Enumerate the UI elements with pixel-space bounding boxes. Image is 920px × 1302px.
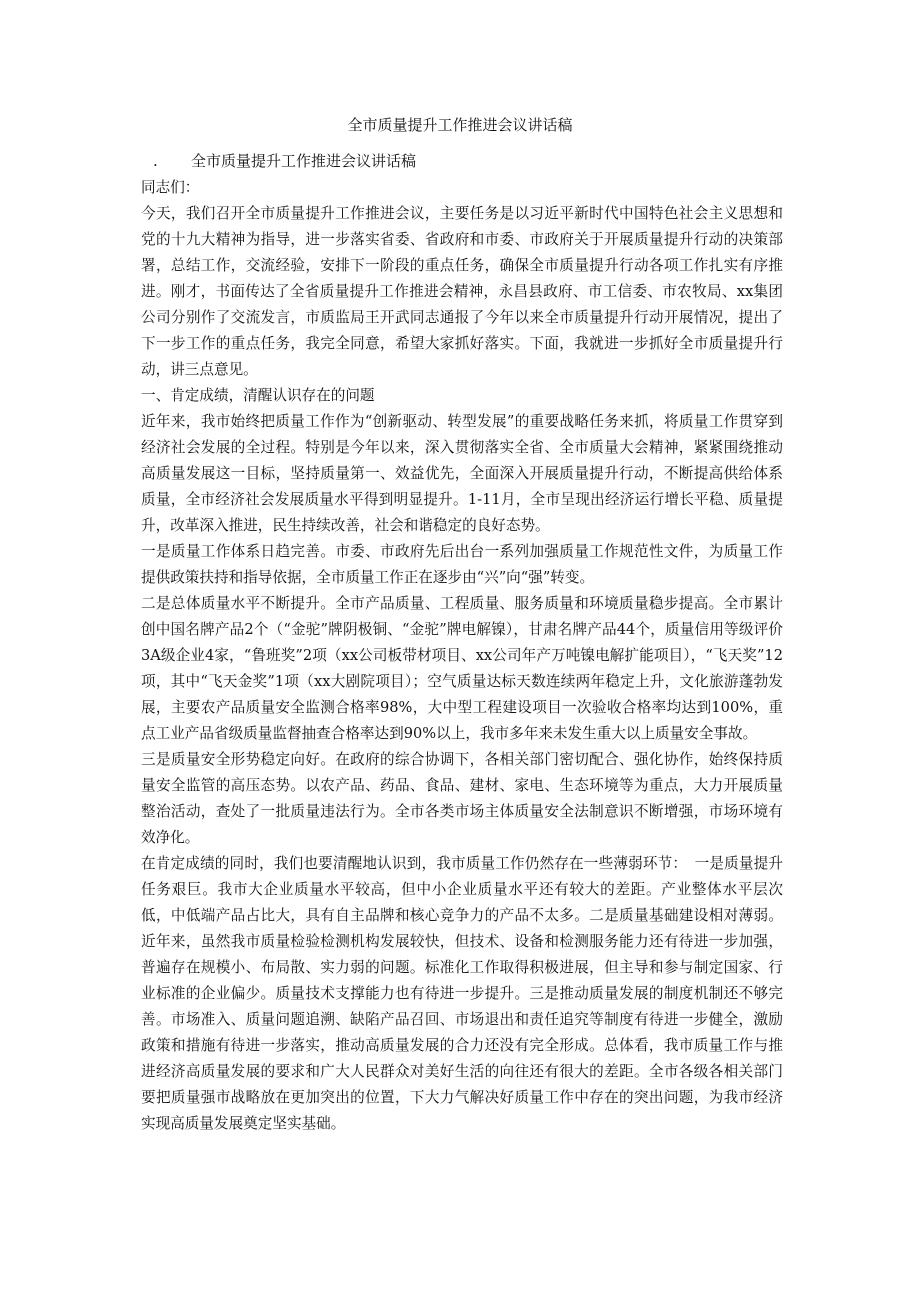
point-one-paragraph: 一是质量工作体系日趋完善。市委、市政府先后出台一系列加强质量工作规范性文件，为质量工作提供政策扶持和指导依据，全市质量工作正在逐步由“兴”向“强”转变。 [141, 543, 783, 586]
document-body [141, 175, 783, 1137]
salutation-paragraph: 同志们： [141, 179, 200, 196]
section-heading: 一、肯定成绩，清醒认识存在的问题 [141, 387, 375, 404]
achievements-paragraph: 近年来，我市始终把质量工作作为“创新驱动、转型发展”的重要战略任务来抓，将质量工作贯穿到经济社会发展的全过程。特别是今年以来，深入贯彻落实全省、全市质量大会精神，紧紧围绕推动高质量发展这一目标，坚持质量第一、效益优先，全面深入开展质量提升行动，不断提高供给体系质量，全市经济社会发展质量水平得到明显提升。1-11月，全市呈现出经济运行增长平稳、质量提升，改革深入推进，民生持续改善，社会和谐稳定的良好态势。 [141, 413, 783, 534]
subtitle-bullet: . [153, 152, 158, 170]
document-title: 全市质量提升工作推进会议讲话稿 [347, 116, 573, 134]
point-three-paragraph: 三是质量安全形势稳定向好。在政府的综合协调下，各相关部门密切配合、强化协作，始终保持质量安全监管的高压态势。以农产品、药品、食品、建材、家电、生态环境等为重点，大力开展质量整治活动，查处了一批质量违法行为。全市各类市场主体质量安全法制意识不断增强，市场环境有效净化。 [141, 751, 783, 846]
weaknesses-paragraph: 在肯定成绩的同时，我们也要清醒地认识到，我市质量工作仍然存在一些薄弱环节： 一是质量提升任务艰巨。我市大企业质量水平较高，但中小企业质量水平还有较大的差距。产业整体水平层次低，中低端产品占比大，具有自主品牌和核心竞争力的产品不太多。二是质量基础建设相对薄弱。近年来，虽然我市质量检验检测机构发展较快，但技术、设备和检测服务能力还有待进一步加强，普遍存在规模小、布局散、实力弱的问题。标准化工作取得积极进展，但主导和参与制定国家、行业标准的企业偏少。质量技术支撑能力也有待进一步提升。三是推动质量发展的制度机制还不够完善。市场准入、质量问题追溯、缺陷产品召回、市场退出和责任追究等制度有待进一步健全，激励政策和措施有待进一步落实，推动高质量发展的合力还没有完全形成。总体看，我市质量工作与推进经济高质量发展的要求和广大人民群众对美好生活的向往还有很大的差距。全市各级各相关部门要把质量强市战略放在更加突出的位置，下大力气解决好质量工作中存在的突出问题，为我市经济实现高质量发展奠定坚实基础。 [141, 855, 783, 1132]
point-two-paragraph: 二是总体质量水平不断提升。全市产品质量、工程质量、服务质量和环境质量稳步提高。全市累计创中国名牌产品2个（“金驼”牌阴极铜、“金驼”牌电解镍），甘肃名牌产品44个，质量信用等级评价3A级企业4家，“鲁班奖”2项（xx公司板带材项目、xx公司年产万吨镍电解扩能项目），“飞天奖”12项，其中“飞天金奖”1项（xx大剧院项目）；空气质量达标天数连续两年稳定上升，文化旅游蓬勃发展，主要农产品质量安全监测合格率98%，大中型工程建设项目一次验收合格率均达到100%，重点工业产品省级质量监督抽查合格率达到90%以上，我市多年来未发生重大以上质量安全事故。 [141, 595, 783, 742]
document-subtitle [153, 150, 416, 172]
opening-paragraph: 今天，我们召开全市质量提升工作推进会议，主要任务是以习近平新时代中国特色社会主义思想和党的十九大精神为指导，进一步落实省委、省政府和市委、市政府关于开展质量提升行动的决策部署，总结工作，交流经验，安排下一阶段的重点任务，确保全市质量提升行动各项工作扎实有序推进。刚才，书面传达了全省质量提升工作推进会精神，永昌县政府、市工信委、市农牧局、xx集团公司分别作了交流发言，市质监局王开武同志通报了今年以来全市质量提升行动开展情况，提出了下一步工作的重点任务，我完全同意，希望大家抓好落实。下面，我就进一步抓好全市质量提升行动，讲三点意见。 [141, 205, 783, 378]
subtitle-text: 全市质量提升工作推进会议讲话稿 [191, 152, 417, 170]
